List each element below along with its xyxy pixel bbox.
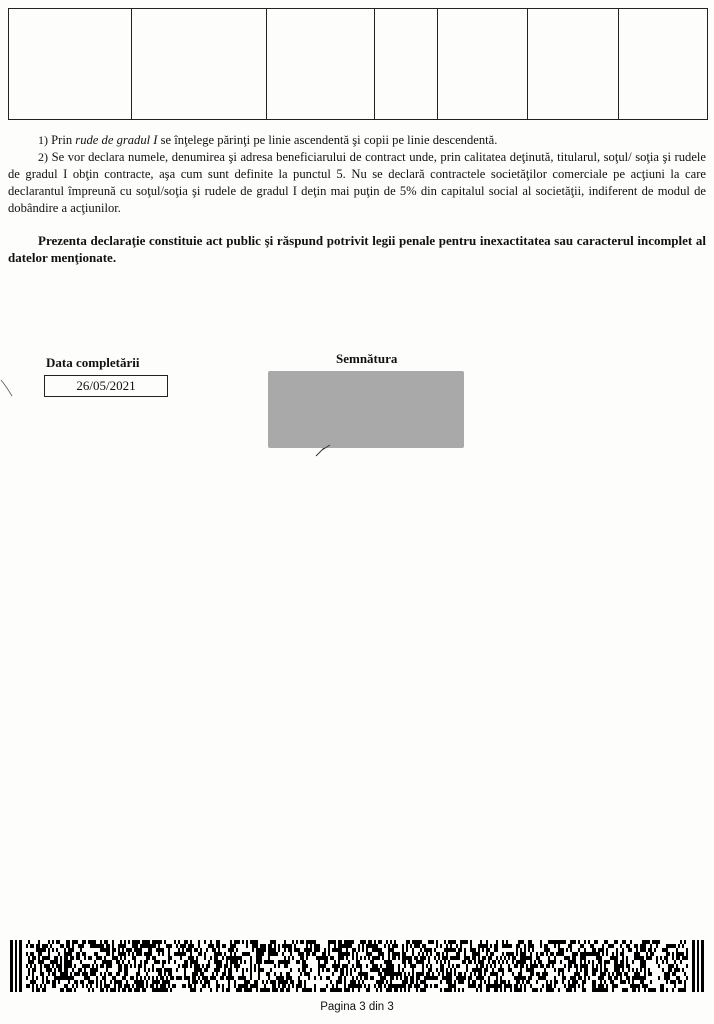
table-column-divider xyxy=(131,9,132,119)
table-column-divider xyxy=(527,9,528,119)
footnote-2-marker: 2) xyxy=(38,150,48,164)
table-column-divider xyxy=(437,9,438,119)
footnote-2 xyxy=(8,149,706,217)
signature-stroke-icon xyxy=(314,442,334,458)
date-field: 26/05/2021 xyxy=(44,375,168,397)
footnotes xyxy=(8,132,706,217)
page-number: Pagina 3 din 3 xyxy=(320,1001,394,1013)
signature-label: Semnătura xyxy=(336,351,398,366)
declaration-statement: Prezenta declaraţie constituie act public şi răspund potrivit legii penale pentru inexactitatea sau caracterul incomplet al datelor menţionate. xyxy=(8,233,706,265)
date-label: Data completării xyxy=(46,355,140,370)
footnote-1-pre: Prin xyxy=(48,133,76,147)
footnote-1-marker: 1) xyxy=(38,133,48,147)
scan-mark-icon xyxy=(0,378,14,398)
footnote-1-post: se înţelege părinţi pe linie ascendentă şi copii pe linie descendentă. xyxy=(157,133,498,147)
table-column-divider xyxy=(374,9,375,119)
barcode xyxy=(10,940,704,992)
footnote-1-italic: rude de gradul I xyxy=(75,133,158,147)
signature-redaction xyxy=(268,371,464,448)
table-column-divider xyxy=(266,9,267,119)
table-column-divider xyxy=(618,9,619,119)
table-fragment xyxy=(8,8,708,120)
footnote-2-text: Se vor declara numele, denumirea şi adresa beneficiarului de contract unde, prin calitatea deţinută, titularul, soţul/ soţia şi rudele de gradul I obţin contracte, aşa cum sunt definite la punctul 5. Nu se declară contractele societăţilor comerciale pe acţiuni la care declarantul împreună cu soţul/soţia şi rudele de gradul I deţin mai puţin de 5% din capitalul social al societăţii, indiferent de modul de dobândire a acţiunilor. xyxy=(8,150,706,215)
footnote-1 xyxy=(8,132,706,149)
